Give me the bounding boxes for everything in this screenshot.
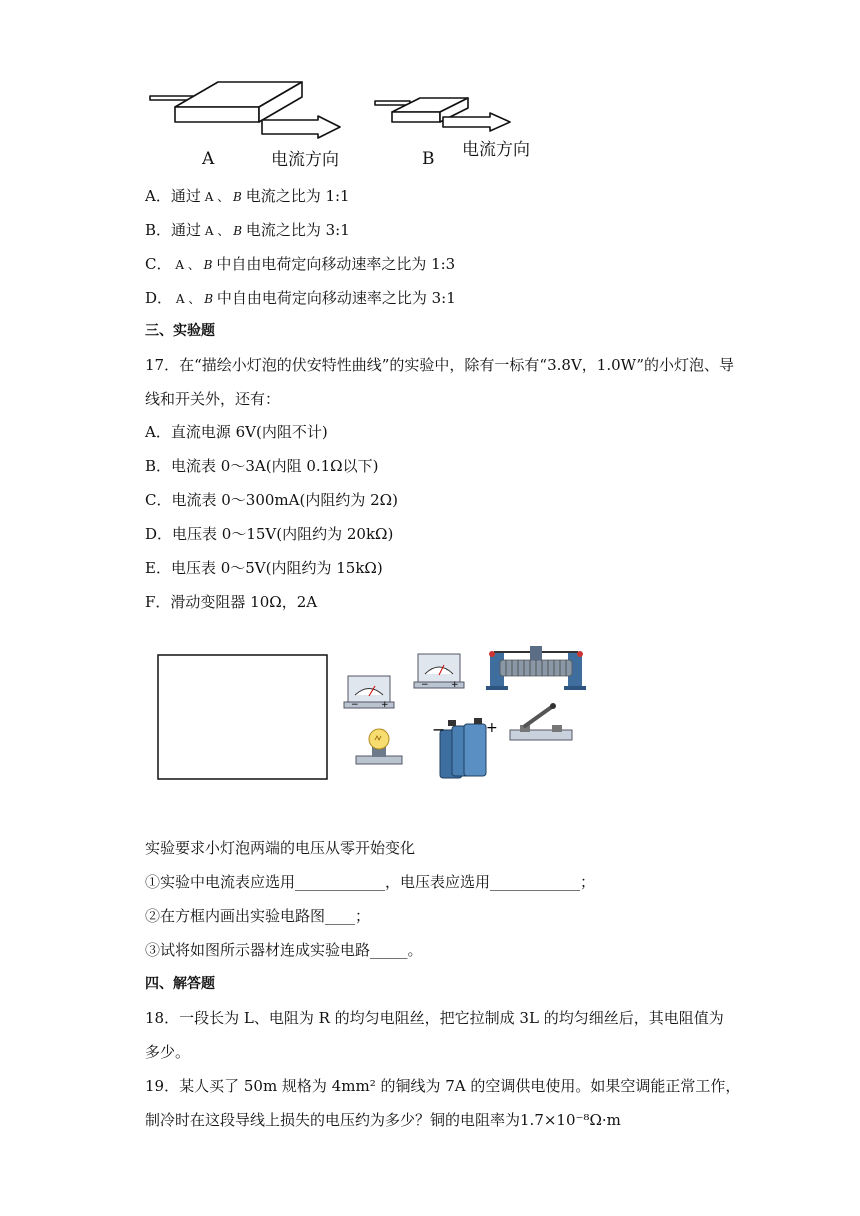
switch-icon [510, 703, 572, 740]
svg-text:+: + [486, 720, 498, 736]
q17-item-e: E．电压表 0～5V(内阻约为 15kΩ) [145, 559, 383, 577]
q17-line2: 线和开关外，还有： [145, 390, 281, 408]
q17-sub3: ③试将如图所示器材连成实验电路_____。 [145, 941, 423, 959]
rheostat-icon [486, 646, 586, 690]
section-heading-answer: 四、解答题 [145, 976, 215, 992]
svg-text:−: − [421, 680, 429, 690]
q17-item-f: F．滑动变阻器 10Ω，2A [145, 593, 318, 611]
q17-requirement: 实验要求小灯泡两端的电压从零开始变化 [145, 839, 416, 857]
option-a: A．通过 A 、 B 电流之比为 1:1 [145, 187, 350, 205]
q17-line1: 17．在“描绘小灯泡的伏安特性曲线”的实验中，除有一标有“3.8V，1.0W”的小灯泡、导 [145, 356, 735, 374]
current-direction-a-label: 电流方向 [271, 150, 339, 170]
option-d: D． A 、 B 中自由电荷定向移动速率之比为 3:1 [145, 289, 456, 307]
apparatus-figure [0, 640, 860, 800]
svg-text:+: + [381, 700, 389, 710]
svg-text:−: − [432, 720, 446, 739]
voltmeter-icon [414, 654, 464, 690]
ammeter-icon [344, 676, 394, 710]
q17-item-d: D．电压表 0～15V(内阻约为 20kΩ) [145, 525, 394, 543]
q17-sub2: ②在方框内画出实验电路图____； [145, 907, 371, 925]
q18-line1: 18．一段长为 L、电阻为 R 的均匀电阻丝，把它拉制成 3L 的均匀细丝后，其电阻值为 [145, 1009, 724, 1027]
q17-sub1: ①实验中电流表应选用____________，电压表应选用____________； [145, 873, 596, 891]
q19-line2: 制冷时在这段导线上损失的电压约为多少？铜的电阻率为1.7×10⁻⁸Ω·m [145, 1111, 621, 1129]
conductor-b-label: B [422, 149, 435, 169]
bulb-icon [356, 729, 402, 764]
q17-item-a: A．直流电源 6V(内阻不计) [145, 423, 328, 441]
conductor-a-label: A [202, 149, 215, 169]
current-direction-b-label: 电流方向 [462, 140, 530, 160]
battery-icon [432, 718, 498, 778]
option-c: C． A 、 B 中自由电荷定向移动速率之比为 1:3 [145, 255, 456, 273]
svg-text:+: + [451, 680, 459, 690]
svg-text:−: − [351, 700, 359, 710]
conductor-a-block [150, 82, 340, 138]
q19-line1: 19．某人买了 50m 规格为 4mm² 的铜线为 7A 的空调供电使用。如果空调能正常工作， [145, 1077, 741, 1095]
section-heading-experiment: 三、实验题 [145, 323, 215, 339]
circuit-diagram-box [158, 655, 327, 779]
conductor-b-block [375, 98, 510, 131]
q17-item-c: C．电流表 0～300mA(内阻约为 2Ω) [145, 491, 398, 509]
q18-line2: 多少。 [145, 1043, 191, 1061]
q17-item-b: B．电流表 0～3A(内阻 0.1Ω以下) [145, 457, 379, 475]
option-b: B．通过 A 、 B 电流之比为 3:1 [145, 221, 350, 239]
